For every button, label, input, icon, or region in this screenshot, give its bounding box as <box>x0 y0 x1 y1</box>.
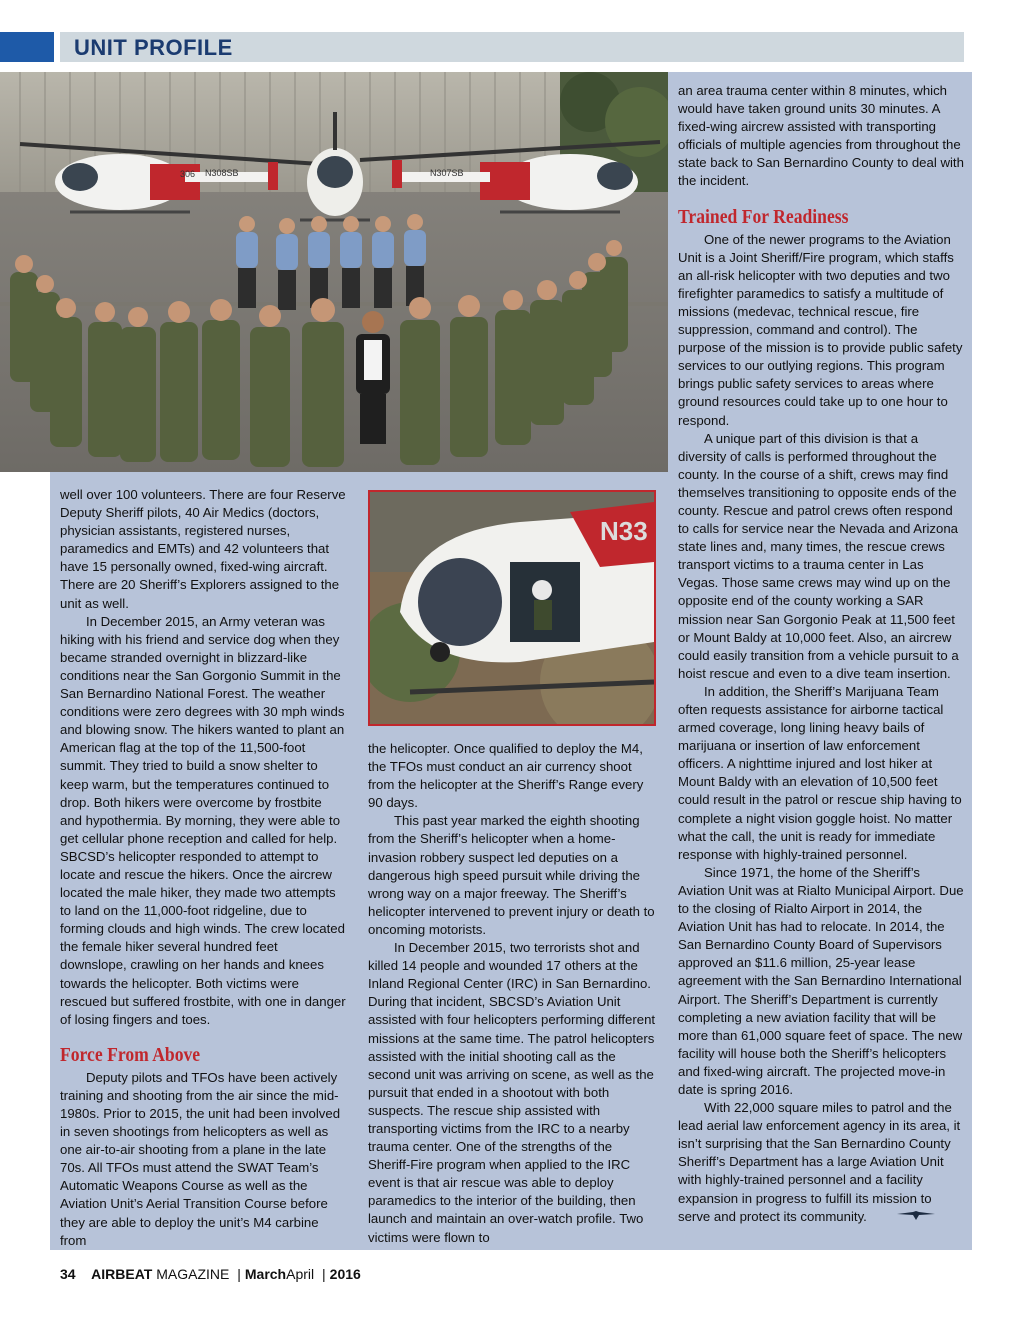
article-column-1 <box>60 486 346 1250</box>
magazine-label: MAGAZINE <box>156 1266 230 1282</box>
issue-year: 2016 <box>329 1266 361 1282</box>
section-title: UNIT PROFILE <box>74 35 233 60</box>
footer-separator: | <box>237 1266 241 1282</box>
paragraph: A unique part of this division is that a diversity of calls is performed throughout the county. In the course of a shift, crews may find themselves transitioning to opposite ends of the county. Rescue and patrol crews often respond to calls for service near the Nevada and Arizona state lines and, many times, the rescue crews transport victims to a trauma center in Las Vegas. Those same crews may wind up on the opposite end of the county working a SAR mission near San Gorgonio Peak at 11,500 feet or Mount Baldy at 10,000 feet. Also, an aircrew could easily transition from a vehicle pursuit to a hoist rescue and even to a dive team insertion. <box>678 430 959 681</box>
footer-separator: | <box>322 1266 326 1282</box>
issue-month: March <box>244 1266 287 1282</box>
paragraph: In December 2015, an Army veteran was hiking with his friend and service dog when they became stranded overnight in blizzard-like conditions near the San Gorgonio Summit in the San Bernardino National Forest. The weather conditions were zero degrees with 30 mph winds and blowing snow. The hikers wanted to plant an American flag at the top of the 11,500-foot summit. They tried to build a snow shelter to keep warm, but the temperatures continued to drop. Both hikers were overcome by frostbite and hypothermia. By morning, they were able to get cellular phone reception and called for help. SBCSD’s helicopter responded to attempt to locate and rescue the hikers. Once the aircrew located the male hiker, they made two attempts to land on the 11,000-foot ridgeline, due to forming clouds and high winds. The crew located the female hiker several hundred feet downslope, crawling on her hands and knees towards the helicopter. Both victims were rescued but suffered frostbite, with one in danger of losing fingers and toes. <box>60 613 346 1027</box>
paragraph-final: With 22,000 square miles to patrol and the lead aerial law enforcement agency in its area, it isn’t surprising that the San Bernardino County Sheriff’s Department has a large Aviation Unit with highly-trained personnel and a facility expansion in progress to fulfill its mission to serve and protect its community. <box>678 1099 964 1226</box>
svg-text:306: 306 <box>180 169 196 179</box>
paragraph: well over 100 volunteers. There are four Reserve Deputy Sheriff pilots, 40 Air Medics (doctors, physician assistants, registered nurses, paramedics and EMTs) and 42 volunteers that have 15 personally owned, fixed-wing aircraft. There are 20 Sheriff’s Explorers assigned to the unit as well. <box>60 487 346 611</box>
article-column-2 <box>368 740 658 1247</box>
paragraph: In addition, the Sheriff’s Marijuana Team often requests assistance for airborne tactical armed coverage, long lining heavy bails of marijuana or insertion of law enforcement officers. A nighttime injured and lost hiker at Mount Baldy with an elevation of 10,500 feet could result in the patrol or rescue ship having to complete a night vision goggle hoist. No matter what the call, the unit is ready for immediate response with highly-trained personnel. <box>678 683 962 862</box>
subheading-force-from-above: Force From Above <box>60 1043 201 1066</box>
page-footer <box>60 1266 361 1282</box>
paragraph: an area trauma center within 8 minutes, which would have taken ground units 30 minutes. A fixed-wing aircrew assisted with transporting officials of multiple agencies from throughout the state back to San Bernardino County to deal with the incident. <box>678 83 964 189</box>
magazine-name: AIRBEAT <box>91 1266 153 1282</box>
paragraph: One of the newer programs to the Aviation Unit is a Joint Sheriff/Fire program, which staffs an all-risk helicopter with two deputies and two firefighter paramedics to satisfy a multitude of missions (medevac, technical rescue, fire suppression, command and control). The purpose of the mission is to provide public safety services to our outlying regions. This program brings public safety services to areas where ground resources could take up to one hour to respond. <box>678 231 963 428</box>
paragraph: the helicopter. Once qualified to deploy the M4, the TFOs must conduct an air currency shoot from the helicopter at the Sheriff’s Range every 90 days. <box>368 741 644 811</box>
subheading-trained-for-readiness: Trained For Readiness <box>678 205 849 228</box>
issue-month-second: April <box>286 1266 315 1282</box>
svg-text:N307SB: N307SB <box>430 168 464 178</box>
paragraph: In December 2015, two terrorists shot and killed 14 people and wounded 17 others at the Inland Regional Center (IRC) in San Bernardino. During that incident, SBCSD’s Aviation Unit assisted with four helicopters performing different missions at the same time. The patrol helicopters assisted with the initial shooting call as the second unit was arriving on scene, as well as the pursuit that ended in a shootout with both suspects. The rescue ship assisted with transporting victims from the IRC to a nearby trauma center. One of the strengths of the Sheriff-Fire program when applied to the IRC event is that air rescue was able to deploy paramedics to the interior of the building, then launch and maintain an over-watch profile. Two victims were flown to <box>368 940 656 1245</box>
end-mark-wings-icon <box>871 1208 935 1226</box>
svg-text:N308SB: N308SB <box>205 168 239 178</box>
paragraph: Since 1971, the home of the Sheriff’s Aviation Unit was at Rialto Municipal Airport. Due to the closing of Rialto Airport in 2014, the Aviation Unit has had to relocate. In 2014, the San Bernardino County Board of Supervisors approved an $11.6 million, 25-year lease agreement with the San Bernardino International Airport. The Sheriff’s Department is currently completing a new aviation facility that will be more than 61,000 square feet of space. The new facility will house both the Sheriff’s helicopters and fixed-wing aircraft. The projected move-in date is spring 2016. <box>678 864 964 1097</box>
group-photo <box>0 72 668 472</box>
header-color-block <box>0 32 54 62</box>
article-column-3 <box>678 82 964 1226</box>
helicopter-photo <box>368 490 656 726</box>
paragraph: This past year marked the eighth shooting from the Sheriff’s helicopter when a home-invasion robbery suspect led deputies on a dangerous high speed pursuit while driving the wrong way on a major freeway. The Sheriff’s helicopter intervened to prevent injury or death to oncoming motorists. <box>368 813 655 937</box>
svg-text:N33: N33 <box>600 516 648 546</box>
page-number: 34 <box>60 1266 76 1282</box>
paragraph: Deputy pilots and TFOs have been actively training and shooting from the air since the mid-1980s. Prior to 2015, the unit had been involved in seven shootings from helicopters as well as one air-to-air shooting from a plane in the late 70s. All TFOs must attend the SWAT Team’s Automatic Weapons Course as well as the Aviation Unit’s Aerial Transition Course before they are able to deploy the unit’s M4 carbine from <box>60 1069 341 1248</box>
